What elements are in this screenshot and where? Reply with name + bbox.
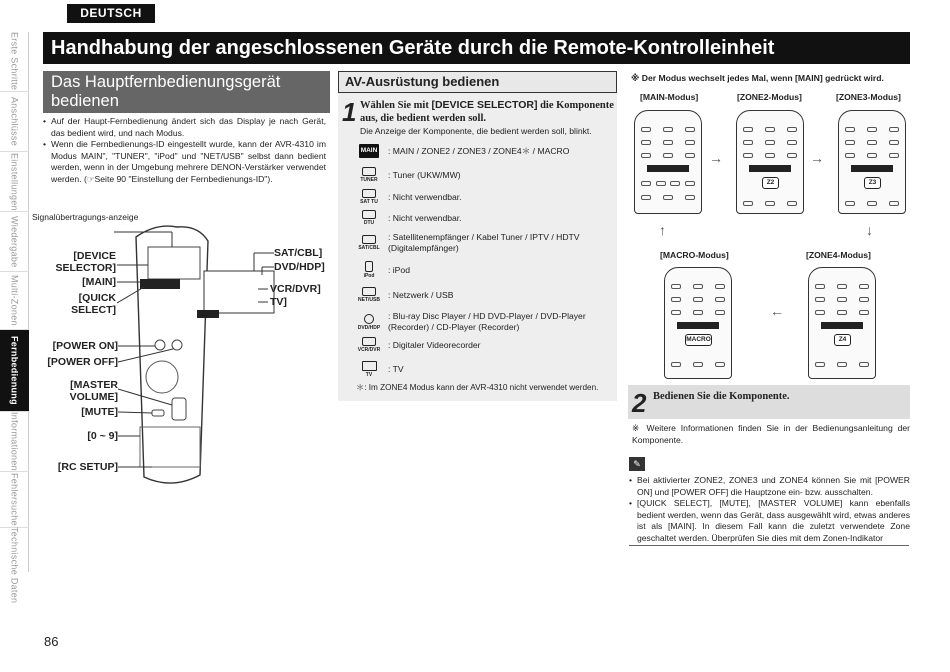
side-nav-label: Einstellungen — [9, 152, 20, 211]
tip-item: • [QUICK SELECT], [MUTE], [MASTER VOLUME] kann ebenfalls bedient werden, wenn das Gerät, dass ausgewählt wird, etwas anderes ist als [MAIN]. In diesem Fall kann die zuletzt verwendete Zone geschaltet werden. Überprüfen Sie dies mit dem Zonen-Indikator — [629, 498, 910, 543]
icon-glyph — [362, 189, 376, 198]
icon-glyph — [362, 235, 376, 244]
component-row-vcr-dvr — [354, 337, 614, 353]
zone3-tag: Z3 — [864, 177, 881, 189]
heading-line-2: bedienen — [51, 92, 119, 110]
step-1-title-part: die Komponente aus, die bedient werden soll. — [360, 100, 614, 124]
component-row-dtu — [354, 210, 614, 226]
main-mode-label: [MAIN-Modus] — [640, 92, 699, 102]
zone4-footnote: ＊: Im ZONE4 Modus kann der AVR-4310 nicht verwendet werden. — [356, 383, 599, 392]
main-icon — [354, 144, 384, 158]
side-nav-label: Erste Schritte — [9, 32, 20, 91]
side-nav-label: Informationen — [9, 412, 20, 471]
arrow-right-icon: → — [810, 150, 824, 166]
zone3-mode-label: [ZONE3-Modus] — [836, 92, 901, 102]
main-mode-remote — [634, 110, 702, 214]
quick-select-label: [QUICK SELECT] — [71, 292, 116, 316]
ipod-icon — [354, 261, 384, 279]
component-row-net-usb — [354, 287, 614, 303]
icon-caption: DTU — [363, 220, 375, 226]
icon-caption: DVD/HDP — [357, 324, 381, 331]
icon-caption: TUNER — [360, 177, 378, 183]
side-nav-label: Multi-Zonen — [9, 275, 20, 326]
side-nav-item-informationen[interactable] — [0, 412, 29, 472]
mode-change-note: ※ Der Modus wechselt jedes Mal, wenn [MAIN] gedrückt wird. — [631, 73, 884, 83]
av-instructions-box — [338, 93, 617, 401]
zone2-mode-label: [ZONE2-Modus] — [737, 92, 802, 102]
component-text: : Nicht verwendbar. — [388, 212, 462, 223]
icon-caption: VCR/DVR — [357, 347, 381, 353]
icon-glyph — [365, 261, 373, 272]
component-row-tv — [354, 361, 614, 378]
side-nav-label: Fehlersuche — [9, 473, 20, 526]
icon-glyph — [362, 361, 377, 371]
net-usb-icon — [354, 287, 384, 303]
main-badge: MAIN — [359, 144, 379, 158]
side-nav-label: Technische Daten — [9, 526, 20, 604]
side-nav-item-fehlersuche[interactable] — [0, 472, 29, 528]
component-text: : Satellitenempfänger / Kabel Tuner / IPTV / HDTV (Digitalempfänger) — [388, 232, 580, 253]
vcr-icon — [354, 337, 384, 353]
component-text: : Digitaler Videorecorder — [388, 339, 481, 350]
icon-glyph — [362, 287, 376, 296]
zone4-mode-label: [ZONE4-Modus] — [806, 250, 871, 260]
side-nav-item-erste-schritte[interactable] — [0, 32, 29, 92]
dvd-hdp-label: DVD/HDP] — [274, 261, 325, 273]
icon-glyph — [362, 337, 376, 346]
button-row — [641, 181, 695, 186]
tip-text: Bei aktivierter ZONE2, ZONE3 und ZONE4 können Sie mit [POWER ON] und [POWER OFF] die Hauptzone ein- bzw. ausschalten. — [637, 475, 910, 497]
page-number: 86 — [44, 634, 59, 649]
mute-label: [MUTE] — [81, 406, 118, 418]
sat-tu-icon — [354, 189, 384, 205]
side-nav-item-anschluesse[interactable] — [0, 92, 29, 152]
macro-mode-label: [MACRO-Modus] — [660, 250, 729, 260]
icon-caption: NET/USB — [358, 297, 380, 303]
button-row — [641, 195, 695, 200]
side-nav-label: Anschlüsse — [9, 96, 20, 147]
side-nav-item-fernbedienung[interactable] — [0, 330, 29, 412]
arrow-up-icon: ↑ — [659, 222, 666, 238]
step-2-bar — [628, 385, 910, 419]
zone3-mode-remote — [838, 110, 906, 214]
arrow-down-icon: ↓ — [866, 222, 873, 238]
component-text: : Tuner (UKW/MW) — [388, 169, 461, 180]
power-off-label: [POWER OFF] — [47, 356, 118, 368]
icon-caption: SAT/CBL — [358, 245, 380, 251]
display-strip — [647, 165, 689, 172]
component-text: : Blu-ray Disc Player / HD DVD-Player / DVD-Player (Recorder) / CD-Player (Recorder) — [388, 311, 586, 332]
macro-mode-remote — [664, 267, 732, 379]
icon-caption: TV — [365, 372, 373, 378]
sat-cbl-label: SAT/CBL] — [274, 247, 323, 259]
main-label: [MAIN] — [82, 276, 116, 288]
language-tab: DEUTSCH — [67, 4, 155, 23]
arrow-right-icon: → — [709, 150, 723, 166]
component-row-dvd-hdp — [354, 311, 614, 333]
side-nav-label: Fernbedienung — [9, 336, 20, 405]
tip-item: • Bei aktivierter ZONE2, ZONE3 und ZONE4 können Sie mit [POWER ON] und [POWER OFF] die Hauptzone ein- bzw. ausschalten. — [629, 475, 910, 497]
tip-text: [QUICK SELECT], [MUTE], [MASTER VOLUME] kann ebenfalls bedient werden, wenn das Gerät, dass ausgewählt wird, etwas anderes ist als [MAIN]. In diesem Fall kann die zuletzt verwendete Zone geschaltet werden. Überprüfen Sie dies mit dem Zonen-Indikator — [637, 498, 910, 543]
button-row — [641, 127, 695, 132]
section-heading-main-remote — [43, 71, 330, 113]
zone4-mode-remote — [808, 267, 876, 379]
component-text: : TV — [388, 364, 404, 374]
side-nav-label: Wiedergabe — [9, 215, 20, 268]
icon-glyph — [362, 167, 376, 176]
signal-indicator-label: Signalübertragungs-anzeige — [32, 212, 139, 222]
side-nav-item-einstellungen[interactable] — [0, 152, 29, 212]
heading-line-1: Das Hauptfernbedienungsgerät — [51, 73, 281, 91]
component-text: : Nicht verwendbar. — [388, 191, 462, 202]
side-navigation — [0, 32, 29, 604]
divider — [629, 545, 909, 546]
icon-caption: SAT TU — [360, 199, 378, 205]
arrow-left-icon: ← — [770, 303, 784, 319]
component-row-ipod — [354, 261, 614, 279]
dtu-icon — [354, 210, 384, 226]
button-row — [641, 153, 695, 158]
side-nav-item-multi-zonen[interactable] — [0, 272, 29, 330]
step-1-title-part: Wählen Sie mit — [360, 100, 432, 111]
zero-nine-label: [0 ~ 9] — [87, 430, 118, 442]
sat-cbl-icon — [354, 235, 384, 251]
bullet-item: • Auf der Haupt-Fernbedienung ändert sich das Display je nach Gerät, das bedient wird, und nach Modus. — [43, 116, 326, 139]
tv-icon — [354, 361, 384, 378]
component-row-sat-cbl — [354, 232, 614, 254]
zone2-tag: Z2 — [762, 177, 779, 189]
tips-list — [629, 475, 910, 544]
pencil-icon: ✎ — [629, 457, 645, 471]
step-2-title: Bedienen Sie die Komponente. — [653, 391, 790, 402]
av-section-heading: AV-Ausrüstung bedienen — [338, 71, 617, 93]
component-row-main — [354, 144, 614, 158]
step-2-note: ※ Weitere Informationen finden Sie in der Bedienungsanleitung der Komponente. — [632, 423, 910, 445]
step-1-number: 1 — [342, 97, 357, 127]
button-row — [641, 140, 695, 145]
side-nav-item-technische-daten[interactable] — [0, 528, 29, 602]
component-row-tuner — [354, 167, 614, 183]
step-1-subtitle: Die Anzeige der Komponente, die bedient werden soll, blinkt. — [360, 126, 592, 136]
component-text: : Netzwerk / USB — [388, 289, 454, 300]
page-title: Handhabung der angeschlossenen Geräte durch die Remote-Kontrolleinheit — [43, 32, 910, 64]
intro-bullets — [43, 116, 326, 186]
icon-glyph — [362, 210, 376, 219]
power-on-label: [POWER ON] — [52, 340, 118, 352]
disc-icon — [354, 314, 384, 331]
zone4-tag: Z4 — [834, 334, 851, 346]
remote-diagram — [32, 205, 337, 495]
side-nav-item-wiedergabe[interactable] — [0, 212, 29, 272]
zone2-mode-remote — [736, 110, 804, 214]
tuner-icon — [354, 167, 384, 183]
macro-tag: MACRO — [685, 334, 712, 346]
component-text: : MAIN / ZONE2 / ZONE3 / ZONE4＊ / MACRO — [388, 145, 570, 156]
icon-caption: iPod — [363, 273, 375, 279]
bullet-item: • Wenn die Fernbedienungs-ID eingestellt wurde, kann der AVR-4310 im Modus MAIN", "TUNER", "iPod" und "NET/USB" selbst dann bedient werden, wenn in der Umgebung mehrere DENON-Verstärker verwendet werden. (☞Seite 90 "Einstellung der Fernbedienungs-ID"). — [43, 139, 326, 185]
vcr-dvr-label: VCR/DVR] — [270, 283, 321, 295]
icon-glyph — [364, 314, 374, 324]
tv-label: TV] — [270, 296, 287, 308]
component-row-sat-tu — [354, 189, 614, 205]
device-selector-label: [DEVICE SELECTOR] — [55, 250, 116, 274]
step-1-title — [360, 99, 615, 125]
component-text: : iPod — [388, 264, 410, 275]
rc-setup-label: [RC SETUP] — [57, 461, 118, 473]
step-2-number: 2 — [632, 388, 647, 418]
master-volume-label: [MASTER VOLUME] — [69, 379, 118, 403]
step-1-title-key: [DEVICE SELECTOR] — [431, 99, 538, 111]
